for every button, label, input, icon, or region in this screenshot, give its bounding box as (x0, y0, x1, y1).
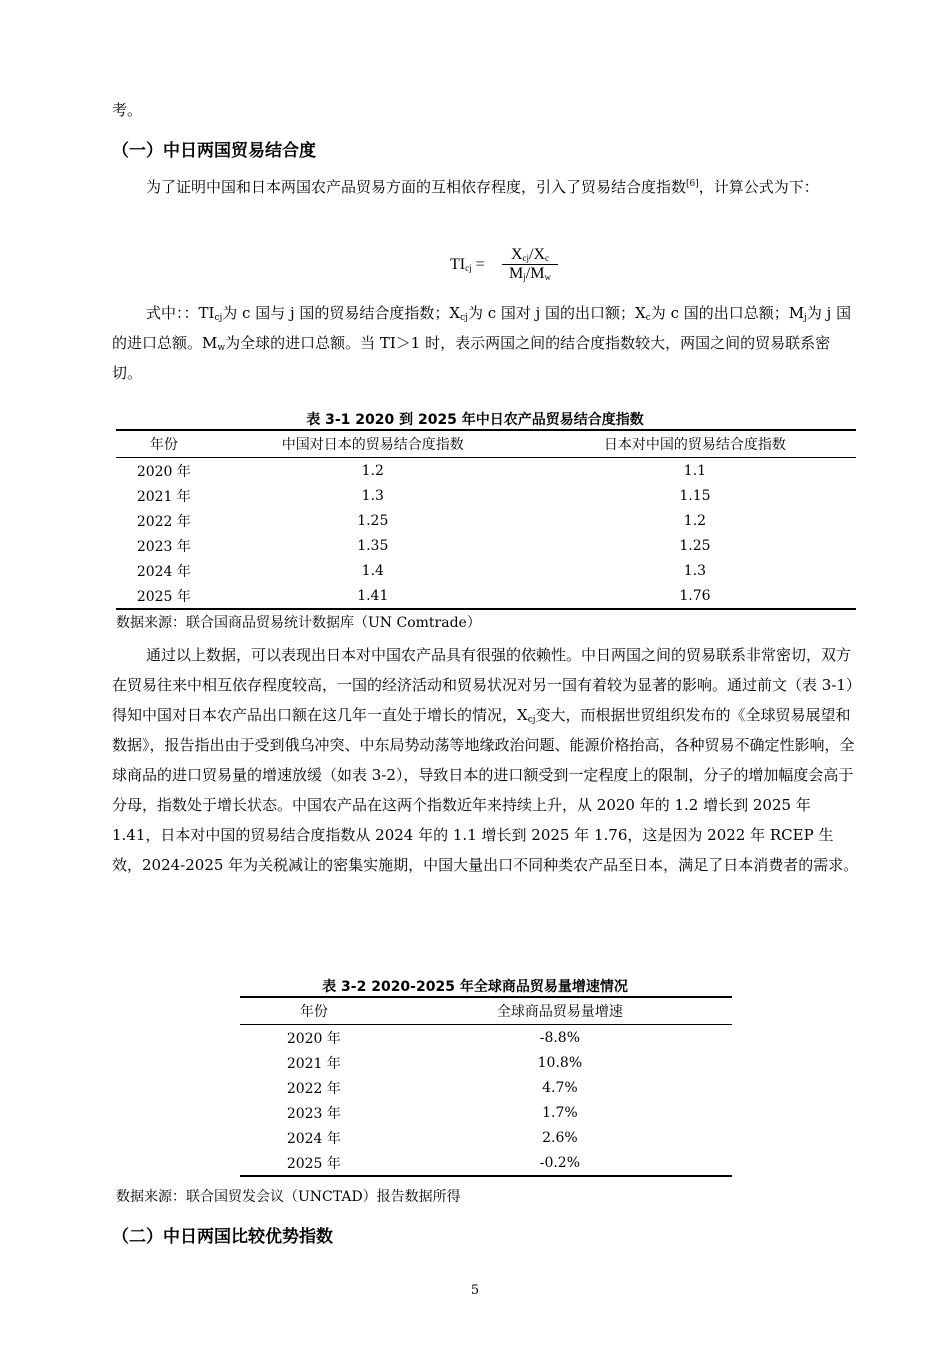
intro-tail-text: 考。 (112, 101, 143, 119)
table-cell: 1.3 (361, 487, 384, 504)
table-cell: -8.8% (539, 1029, 581, 1046)
paragraph-2-sub-2: cj (460, 313, 468, 323)
table-cell: 1.4 (361, 562, 384, 579)
page-number: 5 (470, 1283, 480, 1298)
formula-numerator (502, 246, 558, 265)
table-1-header-row (116, 430, 856, 458)
formula-denominator (502, 265, 558, 283)
denominator-sub: j (523, 272, 526, 282)
table-cell: 1.25 (679, 537, 711, 554)
table-row (116, 458, 856, 484)
formula-lhs (450, 256, 485, 274)
numerator-sub-2: c (545, 253, 550, 263)
table-cell: 2024 年 (286, 1130, 341, 1147)
table-cell: 2021 年 (136, 488, 191, 505)
section-heading-1: （一）中日两国贸易结合度 (112, 141, 316, 161)
table-2-header-growth: 全球商品贸易量增速 (388, 997, 732, 1025)
paragraph-2-sub-5: w (217, 343, 226, 353)
paragraph-2-sub-3: c (645, 313, 651, 323)
denominator-symbol: M (509, 265, 524, 282)
denominator-divisor: /M (525, 265, 545, 282)
table-1-header-year: 年份 (116, 430, 212, 458)
table-cell: 2.6% (542, 1129, 578, 1146)
table-cell: 1.35 (357, 537, 389, 554)
paragraph-2 (112, 298, 860, 388)
table-cell: 2025 年 (136, 588, 191, 605)
table-cell: 4.7% (542, 1079, 578, 1096)
numerator-symbol: X (510, 246, 523, 263)
numerator-divisor: /X (529, 246, 546, 263)
paragraph-2-text-5: 为 j 国的进口总额。M (112, 304, 852, 352)
table-row (116, 483, 856, 508)
table-cell: 10.8% (537, 1054, 583, 1071)
paragraph-1-text-b: ，计算公式为下： (698, 178, 819, 196)
paragraph-2-text-4: 为 c 国的出口总额；M (650, 304, 805, 322)
table-2-source: 数据来源：联合国贸发会议（UNCTAD）报告数据所得 (116, 1189, 461, 1205)
table-row (240, 1075, 732, 1100)
table-row (116, 533, 856, 558)
paragraph-2-text-3: 为 c 国对 j 国的出口额；X (467, 304, 646, 322)
paragraph-3-text-2: 变大，而根据世贸组织发布的《全球贸易展望和数据》，报告指出由于受到俄乌冲突、中东局势动荡等地缘政治问题、能源价格抬高，各种贸易不确定性影响，全球商品的进口贸易量的增速放缓（如表 3-2），导致日本的进口额受到一定程度上的限制，分子的增加幅度会高于分母，指数处于增长状态。中国农产品在这两个指数近年来持续上升，从 2020 年的 1.2 增长到 2025 年 1.41，日本对中国的贸易结合度指数从 2024 年的 1.1 增长到 2025 年 1.76，这是因为 2022 年 RCEP 生效，2024-2025 年为关税减让的密集实施期，中国大量出口不同种类农产品至日本，满足了日本消费者的需求。 (112, 706, 859, 874)
table-cell: 2022 年 (136, 513, 191, 530)
table-row (116, 583, 856, 609)
paragraph-2-sub-4: j (804, 313, 807, 323)
formula-fraction (502, 246, 558, 283)
table-2-header-row (240, 997, 732, 1025)
table-cell: 2022 年 (286, 1080, 341, 1097)
formula-equals: = (475, 256, 485, 273)
table-row (240, 1025, 732, 1051)
table-1 (116, 429, 856, 610)
numerator-sub: cj (522, 253, 530, 263)
citation-ref[interactable]: [6] (686, 179, 699, 189)
table-cell: 2020 年 (136, 463, 191, 480)
table-row (240, 1150, 732, 1176)
table-1-header-jp-cn: 日本对中国的贸易结合度指数 (534, 430, 856, 458)
table-row (116, 508, 856, 533)
formula-lhs-sub: cj (465, 263, 472, 273)
paragraph-1 (112, 172, 860, 202)
table-cell: 2025 年 (286, 1155, 341, 1172)
paragraph-3-text-1: 通过以上数据，可以表现出日本对中国农产品具有很强的依赖性。中日两国之间的贸易联系非常密切，双方在贸易往来中相互依存程度较高，一国的经济活动和贸易状况对另一国有着较为显著的影响。通过前文（表 3-1）得知中国对日本农产品出口额在这几年一直处于增长的情况，X (112, 646, 854, 724)
table-row (240, 1125, 732, 1150)
table-cell: 1.2 (361, 462, 384, 479)
table-1-header-cn-jp: 中国对日本的贸易结合度指数 (212, 430, 534, 458)
table-cell: 2024 年 (136, 563, 191, 580)
formula-lhs-symbol: TI (450, 256, 466, 273)
table-cell: 2021 年 (286, 1055, 341, 1072)
denominator-sub-2: w (544, 272, 551, 282)
table-row (116, 558, 856, 583)
table-2-caption: 表 3-2 2020-2025 年全球商品贸易量增速情况 (322, 979, 628, 995)
paragraph-2-text-6: 为全球的进口总额。当 TI＞1 时，表示两国之间的结合度指数较大，两国之间的贸易联系密切。 (112, 334, 831, 382)
table-cell: 1.7% (542, 1104, 578, 1121)
table-2-header-year: 年份 (240, 997, 388, 1025)
table-2 (240, 996, 732, 1177)
paragraph-3-sub-1: cj (527, 715, 536, 725)
table-1-caption: 表 3-1 2020 到 2025 年中日农产品贸易结合度指数 (306, 412, 644, 428)
table-cell: 1.1 (683, 462, 707, 479)
table-row (240, 1100, 732, 1125)
table-cell: 1.2 (683, 512, 707, 529)
table-cell: 1.25 (357, 512, 389, 529)
table-1-source: 数据来源：联合国商品贸易统计数据库（UN Comtrade） (116, 615, 481, 631)
table-cell: 2023 年 (286, 1105, 341, 1122)
paragraph-3 (112, 640, 860, 880)
section-heading-2: （二）中日两国比较优势指数 (112, 1227, 333, 1247)
paragraph-2-sub-1: cj (214, 313, 223, 323)
paragraph-1-text-a: 为了证明中国和日本两国农产品贸易方面的互相依存程度，引入了贸易结合度指数 (146, 178, 687, 196)
table-cell: 1.76 (679, 587, 711, 604)
table-row (240, 1050, 732, 1075)
table-cell: 2023 年 (136, 538, 191, 555)
paragraph-2-text-2: 为 c 国与 j 国的贸易结合度指数；X (222, 304, 461, 322)
paragraph-2-text-1: 式中：：TI (146, 304, 215, 322)
table-cell: -0.2% (539, 1154, 581, 1171)
table-cell: 1.41 (357, 587, 389, 604)
table-cell: 2020 年 (286, 1030, 341, 1047)
table-cell: 1.3 (683, 562, 707, 579)
table-cell: 1.15 (679, 487, 711, 504)
